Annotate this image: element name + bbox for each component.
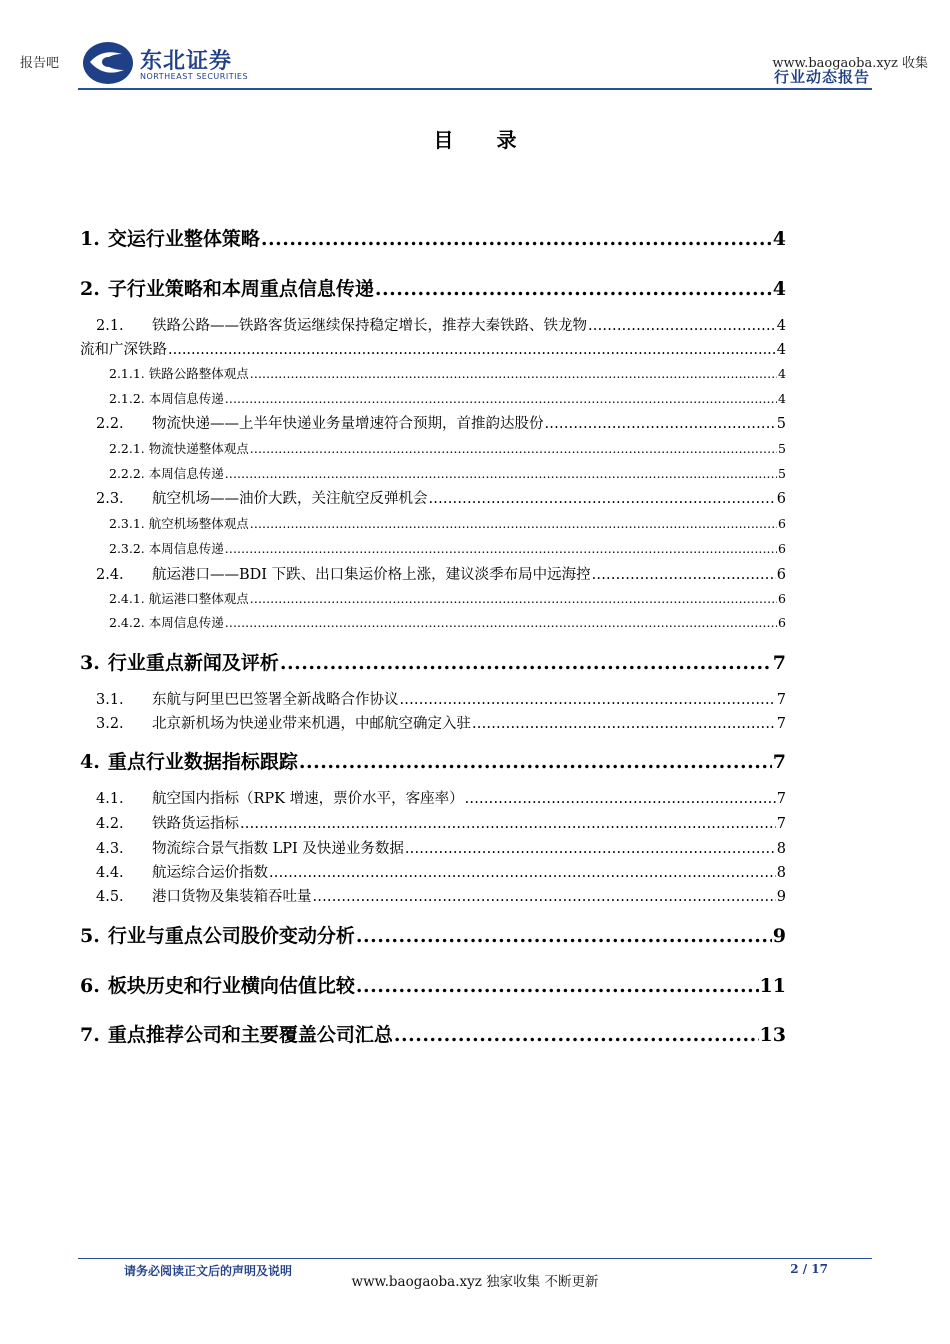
- toc-number: 2.2.1.: [109, 441, 145, 456]
- toc-number: 4.2.: [96, 816, 124, 832]
- toc-number: 4.3.: [96, 841, 124, 857]
- toc-title-text: 本周信息传递: [148, 466, 224, 481]
- toc-page: 4: [776, 342, 786, 358]
- toc-title-text: 行业与重点公司股价变动分析: [107, 925, 355, 947]
- toc-leader: [225, 541, 777, 556]
- toc-number: 2.4.: [96, 567, 124, 583]
- toc-title-text: 行业重点新闻及评析: [107, 652, 279, 674]
- toc-title-text: 本周信息传递: [148, 541, 224, 556]
- toc-leader: [269, 865, 776, 881]
- toc-leader: [250, 441, 777, 456]
- toc-title-text: 板块历史和行业横向估值比较: [107, 975, 355, 997]
- toc-title-text: 重点推荐公司和主要覆盖公司汇总: [107, 1024, 393, 1046]
- toc-entry[interactable]: [80, 439, 786, 457]
- toc-title-text: 交运行业整体策略: [107, 228, 260, 250]
- toc-leader: [375, 278, 772, 300]
- toc-title-text: 航运港口——BDI 下跌、出口集运价格上涨，建议淡季布局中远海控: [152, 567, 591, 583]
- toc-number: 2.4.1.: [109, 591, 145, 606]
- toc-number: 4.: [80, 751, 100, 773]
- toc-number: 7.: [80, 1024, 100, 1046]
- toc-entry[interactable]: [80, 274, 786, 301]
- toc-leader: [545, 416, 776, 432]
- toc-page: 7: [776, 816, 786, 832]
- toc-page: 7: [776, 692, 786, 708]
- toc-number: 3.1.: [96, 692, 124, 708]
- toc-page: 5: [778, 441, 786, 456]
- toc-leader: [394, 1024, 759, 1046]
- toc-page: 6: [778, 541, 786, 556]
- toc-title-text: 航空机场整体观点: [148, 516, 249, 531]
- toc-leader: [313, 889, 776, 905]
- toc-page: 4: [778, 391, 786, 406]
- toc-page: 7: [772, 652, 786, 674]
- toc-page: 4: [778, 366, 786, 381]
- toc-entry[interactable]: [80, 747, 786, 774]
- toc-leader: [472, 716, 776, 732]
- toc-entry[interactable]: [80, 224, 786, 251]
- toc-entry[interactable]: [80, 464, 786, 482]
- toc-title-text: 子行业策略和本周重点信息传递: [107, 278, 374, 300]
- toc-leader: [250, 591, 777, 606]
- toc-title-text: 航空国内指标（RPK 增速，票价水平，客座率）: [152, 791, 464, 807]
- toc-title-text: 北京新机场为快递业带来机遇，中邮航空确定入驻: [152, 716, 471, 732]
- logo-subtitle: NORTHEAST SECURITIES: [140, 72, 249, 81]
- toc-entry[interactable]: [80, 539, 786, 557]
- toc-title-text: 流和广深铁路: [80, 342, 167, 358]
- toc-entry[interactable]: [80, 389, 786, 407]
- toc-title-text: 铁路公路——铁路客货运继续保持稳定增长，推荐大秦铁路、铁龙物: [152, 318, 587, 334]
- toc-entry[interactable]: [80, 812, 786, 833]
- toc-title-text: 东航与阿里巴巴签署全新战略合作协议: [152, 692, 399, 708]
- toc-page: 9: [772, 925, 786, 947]
- toc-entry[interactable]: [80, 885, 786, 906]
- toc-leader: [250, 516, 777, 531]
- toc-number: 5.: [80, 925, 100, 947]
- toc-page: 7: [776, 791, 786, 807]
- toc-page: 7: [772, 751, 786, 773]
- toc-title-text: 航运港口整体观点: [148, 591, 249, 606]
- toc-leader: [261, 228, 772, 250]
- toc-leader: [356, 975, 759, 997]
- toc-entry[interactable]: [80, 971, 786, 998]
- toc-leader: [225, 391, 777, 406]
- toc-number: 2.: [80, 278, 100, 300]
- toc-page: 8: [776, 865, 786, 881]
- toc-number: 2.1.: [96, 318, 124, 334]
- toc-page: 6: [776, 567, 786, 583]
- toc-title-text: 航空机场——油价大跌，关注航空反弹机会: [152, 491, 428, 507]
- toc-leader: [429, 491, 776, 507]
- toc-entry[interactable]: [80, 563, 786, 584]
- toc-entry[interactable]: [80, 412, 786, 433]
- toc-page: 13: [759, 1024, 786, 1046]
- toc-number: 2.3.1.: [109, 516, 145, 531]
- toc-page: 4: [776, 318, 786, 334]
- toc-page: 5: [776, 416, 786, 432]
- toc-title-text: 铁路货运指标: [152, 816, 239, 832]
- toc-entry[interactable]: [80, 712, 786, 733]
- logo-name: 东北证券: [140, 49, 233, 74]
- report-type: 行业动态报告: [773, 68, 870, 86]
- toc-title-text: 铁路公路整体观点: [148, 366, 249, 381]
- toc-leader: [240, 816, 776, 832]
- toc-title-text: 本周信息传递: [148, 391, 224, 406]
- toc-number: 2.1.2.: [109, 391, 145, 406]
- toc-leader: [225, 615, 777, 630]
- toc-entry[interactable]: [80, 787, 786, 808]
- toc-entry[interactable]: [80, 837, 786, 858]
- toc-leader: [168, 342, 776, 358]
- toc-page: 11: [759, 975, 786, 997]
- toc-leader: [225, 466, 777, 481]
- footer-disclaimer: 请务必阅读正文后的声明及说明: [124, 1264, 293, 1278]
- toc-title: 目 录: [433, 128, 535, 152]
- toc-leader: [299, 751, 772, 773]
- toc-page: 8: [776, 841, 786, 857]
- toc-number: 2.2.2.: [109, 466, 145, 481]
- toc-page: 4: [772, 228, 786, 250]
- toc-title-text: 航运综合运价指数: [152, 865, 268, 881]
- toc-page: 9: [776, 889, 786, 905]
- toc-leader: [250, 366, 777, 381]
- toc-page: 6: [776, 491, 786, 507]
- toc-leader: [588, 318, 776, 334]
- toc-entry[interactable]: [80, 921, 786, 948]
- footer-page-number: 2 / 17: [790, 1262, 828, 1276]
- toc-number: 2.1.1.: [109, 366, 145, 381]
- toc-number: 1.: [80, 228, 100, 250]
- toc-entry[interactable]: [80, 1020, 786, 1047]
- toc-number: 2.2.: [96, 416, 124, 432]
- toc-number: 2.3.2.: [109, 541, 145, 556]
- company-logo: [82, 40, 272, 88]
- toc-leader: [356, 925, 772, 947]
- toc-title-text: 本周信息传递: [148, 615, 224, 630]
- footer-site: www.baogaoba.xyz 独家收集 不断更新: [351, 1274, 599, 1290]
- toc-page: 7: [776, 716, 786, 732]
- toc-entry[interactable]: [80, 589, 786, 607]
- toc-title-text: 港口货物及集装箱吞吐量: [152, 889, 312, 905]
- toc-entry[interactable]: [80, 364, 786, 382]
- toc-title-text: 物流快递——上半年快递业务量增速符合预期，首推韵达股份: [152, 416, 544, 432]
- toc-number: 3.: [80, 652, 100, 674]
- footer-divider: [78, 1258, 872, 1259]
- toc-number: 3.2.: [96, 716, 124, 732]
- toc-entry[interactable]: [80, 688, 786, 709]
- toc-entry[interactable]: [80, 338, 786, 359]
- toc-leader: [400, 692, 776, 708]
- toc-leader: [405, 841, 776, 857]
- toc-number: 4.5.: [96, 889, 124, 905]
- toc-page: 4: [772, 278, 786, 300]
- header-left-tag: 报告吧: [20, 56, 60, 71]
- toc-number: 4.4.: [96, 865, 124, 881]
- toc-leader: [592, 567, 776, 583]
- toc-page: 5: [778, 466, 786, 481]
- toc-entry[interactable]: [80, 314, 786, 335]
- header-site: www.baogaoba.xyz 收集: [772, 56, 928, 71]
- toc-title-text: 物流综合景气指数 LPI 及快递业务数据: [152, 841, 404, 857]
- toc-number: 2.3.: [96, 491, 124, 507]
- toc-entry[interactable]: [80, 861, 786, 882]
- toc-number: 2.4.2.: [109, 615, 145, 630]
- toc-leader: [465, 791, 776, 807]
- toc-number: 4.1.: [96, 791, 124, 807]
- toc-entry[interactable]: [80, 514, 786, 532]
- toc-entry[interactable]: [80, 613, 786, 631]
- logo-emblem-icon: [82, 40, 134, 86]
- toc-leader: [280, 652, 772, 674]
- toc-entry[interactable]: [80, 648, 786, 675]
- toc-entry[interactable]: [80, 487, 786, 508]
- header-divider: [78, 88, 872, 90]
- toc-title-text: 重点行业数据指标跟踪: [107, 751, 298, 773]
- toc-title-text: 物流快递整体观点: [148, 441, 249, 456]
- toc-number: 6.: [80, 975, 100, 997]
- toc-page: 6: [778, 591, 786, 606]
- toc-page: 6: [778, 615, 786, 630]
- toc-page: 6: [778, 516, 786, 531]
